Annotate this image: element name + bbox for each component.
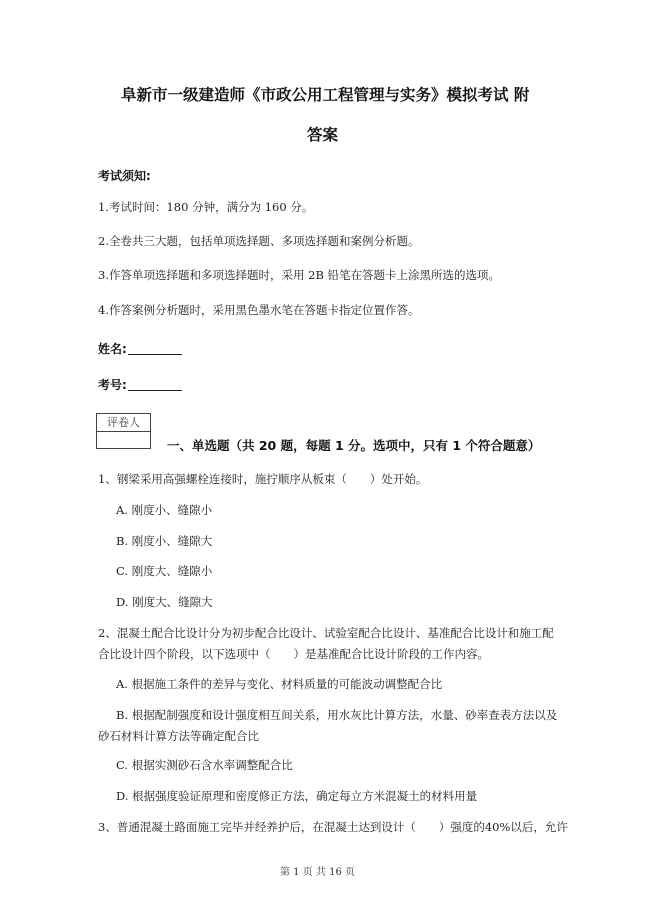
question-option: D. 刚度大、缝隙大 <box>116 595 213 609</box>
name-blank[interactable] <box>128 342 182 355</box>
question-stem: 合比设计四个阶段，以下选项中（ ）是基准配合比设计阶段的工作内容。 <box>98 647 489 661</box>
name-field <box>98 340 182 357</box>
page-number: 第 1 页 共 16 页 <box>280 867 355 878</box>
grader-label: 评卷人 <box>97 414 150 432</box>
question-option: C. 根据实测砂石含水率调整配合比 <box>116 758 293 772</box>
question-stem: 3、普通混凝土路面施工完毕并经养护后，在混凝土达到设计（ ）强度的40%以后，允许 <box>98 820 568 834</box>
section-title: 一、单选题（共 20 题，每题 1 分。选项中，只有 1 个符合题意） <box>167 438 541 453</box>
notice-item: 1.考试时间：180 分钟，满分为 160 分。 <box>98 200 314 214</box>
notice-item: 4.作答案例分析题时，采用黑色墨水笔在答题卡指定位置作答。 <box>98 303 420 317</box>
question-option: B. 刚度小、缝隙大 <box>116 534 213 548</box>
question-option: 砂石材料计算方法等确定配合比 <box>98 729 259 743</box>
question-option: B. 根据配制强度和设计强度相互间关系，用水灰比计算方法，水量、砂率查表方法以及 <box>116 708 558 722</box>
id-blank[interactable] <box>128 378 182 391</box>
notice-heading: 考试须知: <box>98 169 151 183</box>
notice-item: 2.全卷共三大题，包括单项选择题、多项选择题和案例分析题。 <box>98 234 420 248</box>
question-option: A. 根据施工条件的差异与变化、材料质量的可能波动调整配合比 <box>116 677 443 691</box>
notice-item: 3.作答单项选择题和多项选择题时，采用 2B 铅笔在答题卡上涂黑所选的选项。 <box>98 268 501 282</box>
question-option: C. 刚度大、缝隙小 <box>116 564 213 578</box>
page-title-line2: 答案 <box>307 126 339 144</box>
page-title-line1: 阜新市一级建造师《市政公用工程管理与实务》模拟考试 附 <box>121 86 530 104</box>
question-option: D. 根据强度验证原理和密度修正方法，确定每立方米混凝土的材料用量 <box>116 789 478 803</box>
name-label: 姓名: <box>98 342 127 356</box>
id-label: 考号: <box>98 378 127 392</box>
question-stem: 1、钢梁采用高强螺栓连接时，施拧顺序从板束（ ）处开始。 <box>98 472 428 486</box>
question-stem: 2、混凝土配合比设计分为初步配合比设计、试验室配合比设计、基准配合比设计和施工配 <box>98 626 554 640</box>
grader-box <box>96 413 151 449</box>
question-option: A. 刚度小、缝隙小 <box>116 503 213 517</box>
id-field <box>98 376 182 393</box>
